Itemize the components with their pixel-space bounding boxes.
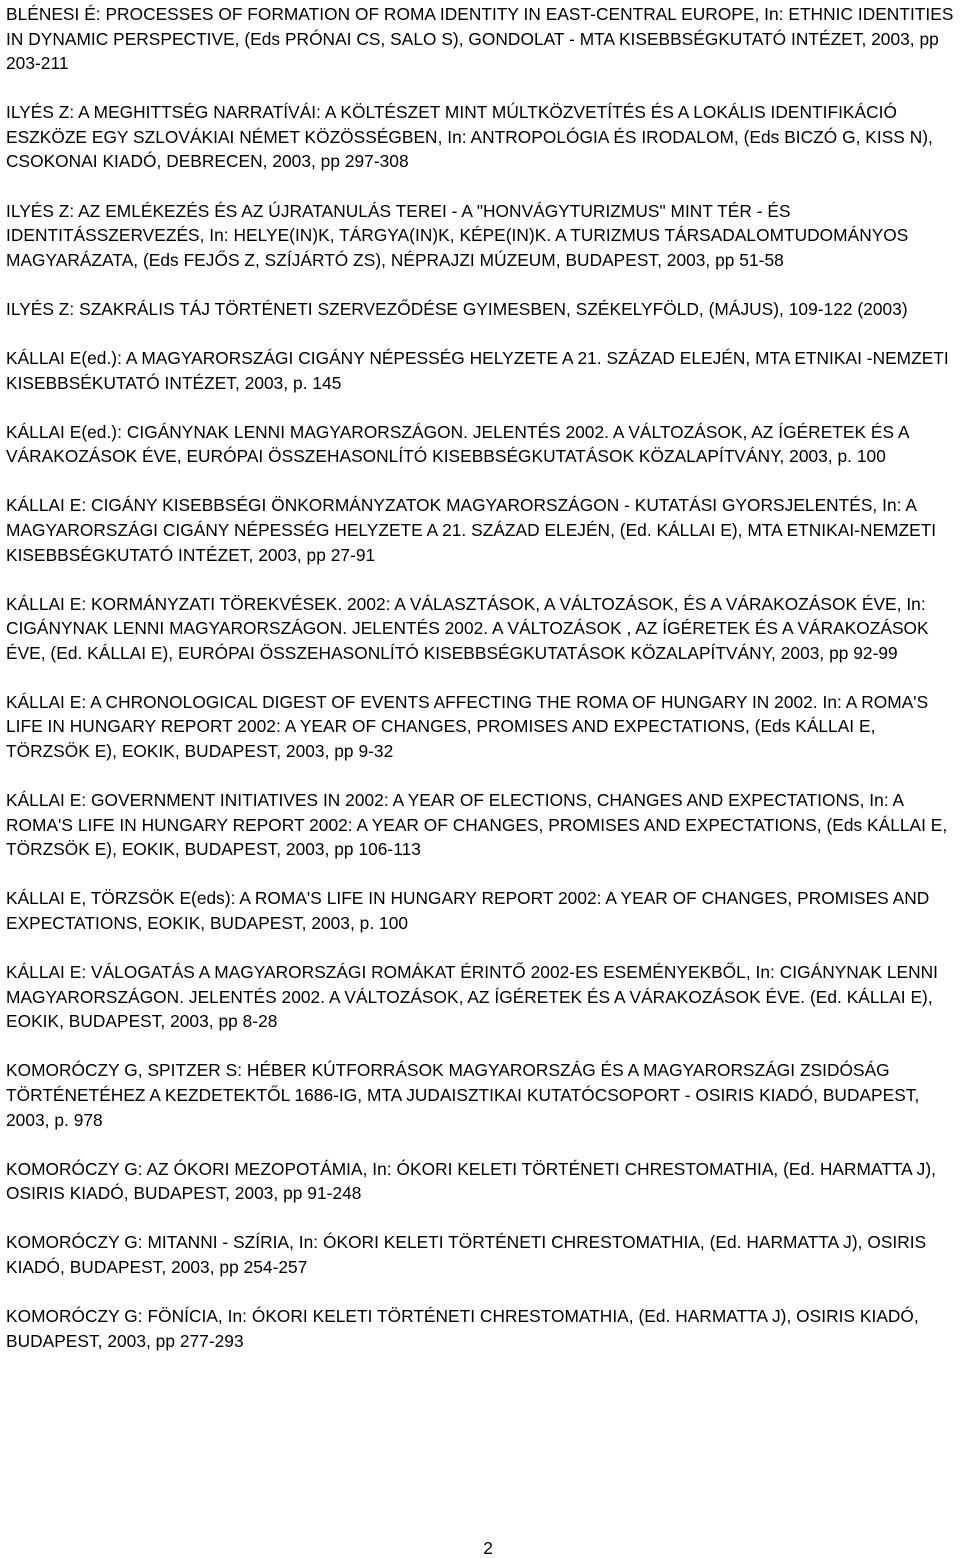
bibliography-entry: KÁLLAI E(ed.): A MAGYARORSZÁGI CIGÁNY NÉPESSÉG HELYZETE A 21. SZÁZAD ELEJÉN, MTA ETNIKAI -NEMZETI KISEBBSÉKUTATÓ INTÉZET, 2003, p. 145 [6, 347, 949, 393]
bibliography-entry: KÁLLAI E(ed.): CIGÁNYNAK LENNI MAGYARORSZÁGON. JELENTÉS 2002. A VÁLTOZÁSOK, AZ ÍGÉRETEK ÉS A VÁRAKOZÁSOK ÉVE, EURÓPAI ÖSSZEHASONLÍTÓ KISEBBSÉGKUTATÁSOK KÖZALAPÍTVÁNY, 2003, p. 100 [6, 421, 909, 467]
page-number: 2 [483, 1538, 493, 1558]
bibliography-entry: ILYÉS Z: SZAKRÁLIS TÁJ TÖRTÉNETI SZERVEZŐDÉSE GYIMESBEN, SZÉKELYFÖLD, (MÁJUS), 109-122 (2003) [6, 298, 908, 319]
bibliography-entry: KÁLLAI E: KORMÁNYZATI TÖREKVÉSEK. 2002: A VÁLASZTÁSOK, A VÁLTOZÁSOK, ÉS A VÁRAKOZÁSOK ÉVE, In: CIGÁNYNAK LENNI MAGYARORSZÁGON. JELENTÉS 2002. A VÁLTOZÁSOK , AZ ÍGÉRETEK ÉS A VÁRAKOZÁSOK ÉVE, (Ed. KÁLLAI E), EURÓPAI ÖSSZEHASONLÍTÓ KISEBBSÉGKUTATÁSOK KÖZALAPÍTVÁNY, 2003, pp 92-99 [6, 593, 929, 663]
bibliography-entry: KÁLLAI E, TÖRZSÖK E(eds): A ROMA'S LIFE IN HUNGARY REPORT 2002: A YEAR OF CHANGES, PROMISES AND EXPECTATIONS, EOKIK, BUDAPEST, 2003, p. 100 [6, 888, 930, 934]
bibliography-entry: KOMORÓCZY G, SPITZER S: HÉBER KÚTFORRÁSOK MAGYARORSZÁG ÉS A MAGYARORSZÁGI ZSIDÓSÁG TÖRTÉNETÉHEZ A KEZDETEKTŐL 1686-IG, MTA JUDAISZTIKAI KUTATÓCSOPORT - OSIRIS KIADÓ, BUDAPEST, 2003, p. 978 [6, 1060, 920, 1130]
bibliography-entry: KOMORÓCZY G: MITANNI - SZÍRIA, In: ÓKORI KELETI TÖRTÉNETI CHRESTOMATHIA, (Ed. HARMATTA J), OSIRIS KIADÓ, BUDAPEST, 2003, pp 254-257 [6, 1232, 927, 1277]
bibliography-entry: ILYÉS Z: AZ EMLÉKEZÉS ÉS AZ ÚJRATANULÁS TEREI - A "HONVÁGYTURIZMUS" MINT TÉR - ÉS IDENTITÁSSZERVEZÉS, In: HELYE(IN)K, TÁRGYA(IN)K, KÉPE(IN)K. A TURIZMUS TÁRSADALOMTUDOMÁNYOS MAGYARÁZATA, (Eds FEJŐS Z, SZÍJÁRTÓ ZS), NÉPRAJZI MÚZEUM, BUDAPEST, 2003, pp 51-58 [6, 200, 909, 270]
bibliography-entry: KÁLLAI E: A CHRONOLOGICAL DIGEST OF EVENTS AFFECTING THE ROMA OF HUNGARY IN 2002. In: A ROMA'S LIFE IN HUNGARY REPORT 2002: A YEAR OF CHANGES, PROMISES AND EXPECTATIONS, (Eds KÁLLAI E, TÖRZSÖK E), EOKIK, BUDAPEST, 2003, pp 9-32 [6, 691, 929, 762]
bibliography-entry: BLÉNESI É: PROCESSES OF FORMATION OF ROMA IDENTITY IN EAST-CENTRAL EUROPE, In: ETHNIC IDENTITIES IN DYNAMIC PERSPECTIVE, (Eds PRÓNAI CS, SALO S), GONDOLAT - MTA KISEBBSÉGKUTATÓ INTÉZET, 2003, pp 203-211 [6, 4, 954, 74]
bibliography-entry: KÁLLAI E: VÁLOGATÁS A MAGYARORSZÁGI ROMÁKAT ÉRINTŐ 2002-ES ESEMÉNYEKBŐL, In: CIGÁNYNAK LENNI MAGYARORSZÁGON. JELENTÉS 2002. A VÁLTOZÁSOK, AZ ÍGÉRETEK ÉS A VÁRAKOZÁSOK ÉVE. (Ed. KÁLLAI E), EOKIK, BUDAPEST, 2003, pp 8-28 [6, 962, 938, 1032]
bibliography-entry: KOMORÓCZY G: FÖNÍCIA, In: ÓKORI KELETI TÖRTÉNETI CHRESTOMATHIA, (Ed. HARMATTA J), OSIRIS KIADÓ, BUDAPEST, 2003, pp 277-293 [6, 1306, 919, 1351]
bibliography-entry: KÁLLAI E: GOVERNMENT INITIATIVES IN 2002: A YEAR OF ELECTIONS, CHANGES AND EXPECTATIONS, In: A ROMA'S LIFE IN HUNGARY REPORT 2002: A YEAR OF CHANGES, PROMISES AND EXPECTATIONS, (Eds KÁLLAI E, TÖRZSÖK E), EOKIK, BUDAPEST, 2003, pp 106-113 [6, 790, 948, 860]
bibliography-entry: KOMORÓCZY G: AZ ÓKORI MEZOPOTÁMIA, In: ÓKORI KELETI TÖRTÉNETI CHRESTOMATHIA, (Ed. HARMATTA J), OSIRIS KIADÓ, BUDAPEST, 2003, pp 91-248 [6, 1158, 937, 1204]
bibliography-list [6, 2, 956, 1378]
bibliography-entry: ILYÉS Z: A MEGHITTSÉG NARRATÍVÁI: A KÖLTÉSZET MINT MÚLTKÖZVETÍTÉS ÉS A LOKÁLIS IDENTIFIKÁCIÓ ESZKÖZE EGY SZLOVÁKIAI NÉMET KÖZÖSSÉGBEN, In: ANTROPOLÓGIA ÉS IRODALOM, (Eds BICZÓ G, KISS N), CSOKONAI KIADÓ, DEBRECEN, 2003, pp 297-308 [6, 102, 933, 172]
bibliography-entry: KÁLLAI E: CIGÁNY KISEBBSÉGI ÖNKORMÁNYZATOK MAGYARORSZÁGON - KUTATÁSI GYORSJELENTÉS, In: A MAGYARORSZÁGI CIGÁNY NÉPESSÉG HELYZETE A 21. SZÁZAD ELEJÉN, (Ed. KÁLLAI E), MTA ETNIKAI-NEMZETI KISEBBSÉGKUTATÓ INTÉZET, 2003, pp 27-91 [6, 495, 937, 565]
